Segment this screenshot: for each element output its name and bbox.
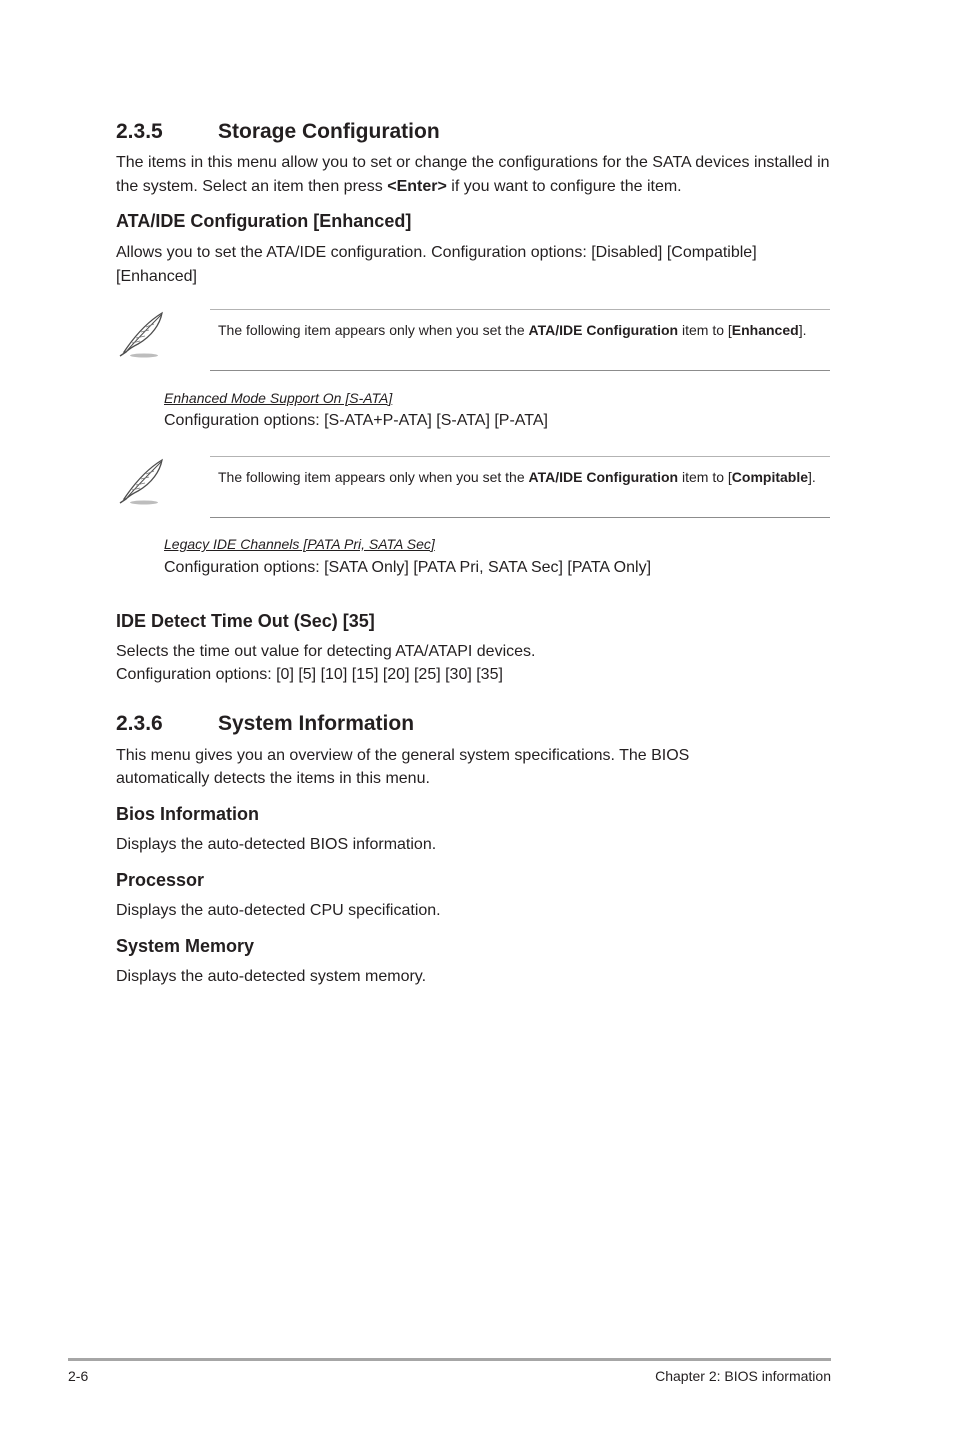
feather-quill-icon: [116, 310, 168, 358]
section-number: 2.3.5: [116, 120, 163, 143]
note-setting-name: ATA/IDE Configuration: [528, 322, 679, 338]
feather-quill-icon: [116, 457, 168, 505]
note-text: [218, 467, 818, 488]
note-text: [218, 320, 818, 341]
storage-intro: [116, 151, 836, 198]
bios-info-desc: Displays the auto-detected BIOS information.: [116, 836, 437, 853]
note-mid: item to [: [678, 469, 732, 485]
ide-timeout-desc: Selects the time out value for detecting ATA/ATAPI devices.: [116, 643, 536, 660]
footer-chapter-title: Chapter 2: BIOS information: [655, 1368, 831, 1384]
legacy-ide-label: Legacy IDE Channels [PATA Pri, SATA Sec]: [164, 536, 435, 552]
note-pre: The following item appears only when you set the: [218, 469, 529, 485]
enter-key-label: <Enter>: [387, 177, 447, 195]
intro-text-end: if you want to configure the item.: [446, 177, 682, 195]
system-memory-desc: Displays the auto-detected system memory.: [116, 968, 427, 985]
section-heading-sysinfo: [116, 711, 414, 737]
system-memory-heading: System Memory: [116, 936, 255, 956]
section-heading-storage: [116, 119, 440, 145]
enhanced-mode-options: Configuration options: [S-ATA+P-ATA] [S-ATA] [P-ATA]: [164, 412, 548, 429]
intro-text: The items in this menu allow you to set or change the configurations for the SATA devices installed in the system. Select an item then press: [116, 154, 830, 195]
section-number: 2.3.6: [116, 712, 163, 735]
note-post: ].: [798, 322, 807, 338]
ide-timeout-options: Configuration options: [0] [5] [10] [15] [20] [25] [30] [35]: [116, 666, 503, 683]
footer-page-number: 2-6: [68, 1368, 89, 1384]
note-setting-name: ATA/IDE Configuration: [528, 469, 679, 485]
bios-info-heading: Bios Information: [116, 804, 259, 824]
note-setting-value: Enhanced: [731, 322, 799, 338]
sysinfo-intro-line2: automatically detects the items in this menu.: [116, 770, 430, 787]
note-box-enhanced: [210, 309, 830, 371]
note-post: ].: [808, 469, 816, 485]
enhanced-mode-label: Enhanced Mode Support On [S-ATA]: [164, 390, 393, 406]
ata-ide-heading: ATA/IDE Configuration [Enhanced]: [116, 211, 412, 231]
note-setting-value: Compitable: [731, 469, 809, 485]
footer-divider: [68, 1358, 831, 1361]
legacy-ide-options: Configuration options: [SATA Only] [PATA Pri, SATA Sec] [PATA Only]: [164, 559, 652, 576]
section-title: Storage Configuration: [218, 120, 440, 143]
note-mid: item to [: [678, 322, 732, 338]
note-pre: The following item appears only when you set the: [218, 322, 529, 338]
ata-ide-description: Allows you to set the ATA/IDE configuration. Configuration options: [Disabled] [Compatible] [Enhanced]: [116, 244, 757, 285]
sysinfo-intro-line1: This menu gives you an overview of the general system specifications. The BIOS: [116, 747, 690, 764]
note-box-compatible: [210, 456, 830, 518]
section-title: System Information: [218, 712, 415, 735]
processor-heading: Processor: [116, 870, 205, 890]
ide-timeout-heading: IDE Detect Time Out (Sec) [35]: [116, 611, 375, 631]
processor-desc: Displays the auto-detected CPU specification.: [116, 902, 441, 919]
